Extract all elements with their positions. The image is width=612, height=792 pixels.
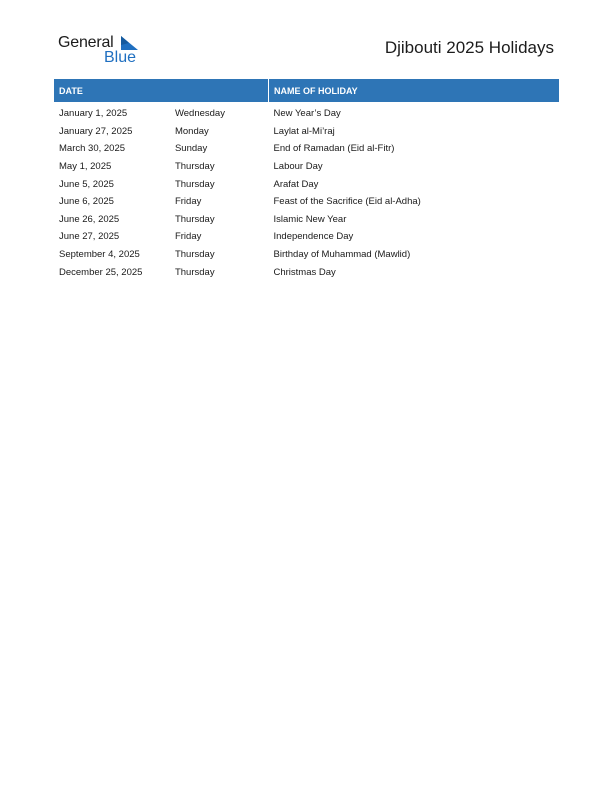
holiday-weekday: Thursday bbox=[174, 249, 215, 261]
holiday-date: June 27, 2025 bbox=[59, 231, 120, 243]
table-row bbox=[54, 228, 559, 246]
holiday-name: Labour Day bbox=[273, 161, 323, 173]
holiday-weekday: Wednesday bbox=[174, 108, 225, 120]
generalblue-logo bbox=[58, 34, 148, 68]
holiday-weekday: Thursday bbox=[174, 161, 215, 173]
holiday-weekday: Thursday bbox=[174, 213, 215, 225]
page-title: Djibouti 2025 Holidays bbox=[384, 38, 554, 57]
holiday-name: Arafat Day bbox=[273, 178, 319, 190]
table-row bbox=[54, 102, 559, 123]
holiday-name: Islamic New Year bbox=[273, 213, 347, 225]
holiday-weekday: Sunday bbox=[174, 143, 208, 155]
table-row bbox=[54, 193, 559, 211]
holiday-date: March 30, 2025 bbox=[59, 143, 126, 155]
logo-text-general: General bbox=[58, 34, 114, 51]
holiday-date: December 25, 2025 bbox=[59, 266, 143, 278]
holiday-name: Independence Day bbox=[273, 231, 354, 243]
holiday-name: Laylat al-Mi’raj bbox=[273, 125, 335, 137]
table-row bbox=[54, 263, 559, 281]
holiday-name: Christmas Day bbox=[273, 266, 336, 278]
holiday-date: June 5, 2025 bbox=[59, 178, 114, 190]
table-header-row bbox=[54, 79, 559, 102]
holiday-date: January 27, 2025 bbox=[59, 125, 133, 137]
holiday-weekday: Thursday bbox=[174, 178, 215, 190]
holiday-date: September 4, 2025 bbox=[59, 249, 140, 261]
holiday-name: Feast of the Sacrifice (Eid al-Adha) bbox=[273, 196, 421, 208]
triangle-flag-icon bbox=[121, 36, 138, 50]
logo-text-blue: Blue bbox=[104, 49, 137, 66]
holiday-table bbox=[54, 79, 559, 281]
table-row bbox=[54, 140, 559, 158]
holiday-date: June 6, 2025 bbox=[59, 196, 114, 208]
holiday-weekday: Friday bbox=[174, 196, 202, 208]
holiday-date: May 1, 2025 bbox=[59, 161, 112, 173]
holiday-name: New Year’s Day bbox=[273, 108, 341, 120]
table-row bbox=[54, 211, 559, 229]
table-row bbox=[54, 158, 559, 176]
holiday-name: End of Ramadan (Eid al-Fitr) bbox=[273, 143, 395, 155]
column-header-date: DATE bbox=[54, 79, 269, 102]
holiday-date: June 26, 2025 bbox=[59, 213, 120, 225]
holiday-weekday: Friday bbox=[174, 231, 202, 243]
table-body bbox=[54, 102, 559, 281]
column-header-holiday-name: NAME OF HOLIDAY bbox=[269, 79, 560, 102]
holiday-date: January 1, 2025 bbox=[59, 108, 128, 120]
holiday-weekday: Monday bbox=[174, 125, 209, 137]
table-row bbox=[54, 175, 559, 193]
table-row bbox=[54, 246, 559, 264]
table-row bbox=[54, 123, 559, 141]
holiday-name: Birthday of Muhammad (Mawlid) bbox=[273, 249, 411, 261]
holiday-weekday: Thursday bbox=[174, 266, 215, 278]
